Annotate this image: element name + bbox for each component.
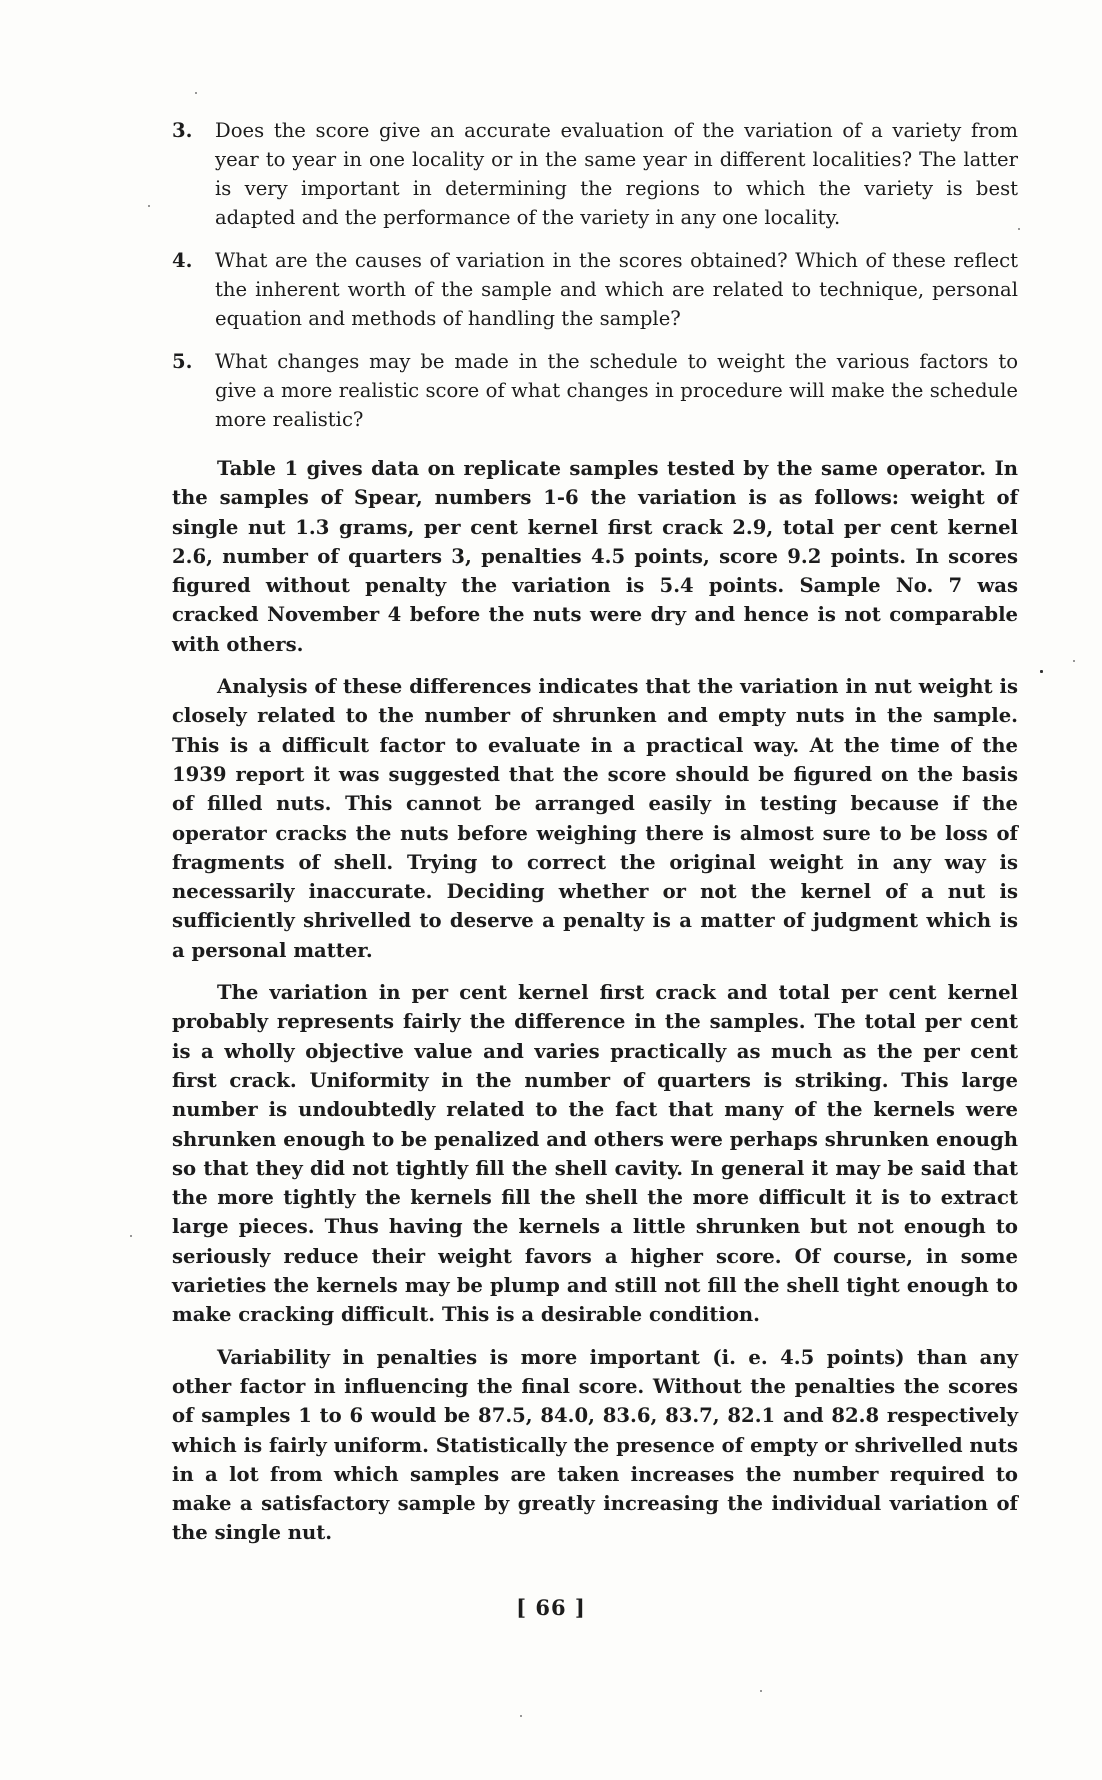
question-text: What are the causes of variation in the scores obtained? Which of these reflect the inherent worth of the sample and which are related to technique, personal equation and methods of handling the sample? [215, 249, 1018, 330]
question-number: 4. [172, 249, 193, 272]
scan-speck [1040, 670, 1043, 673]
question-number: 5. [172, 350, 193, 373]
page-content [172, 116, 1018, 1561]
paragraph-analysis-of-differences: Analysis of these differences indicates that the variation in nut weight is closely related to the number of shrunken and empty nuts in the sample. This is a difficult factor to evaluate in a practical way. At the time of the 1939 report it was suggested that the score should be figured on the basis of filled nuts. This cannot be arranged easily in testing because if the operator cracks the nuts before weighing there is almost sure to be loss of fragments of shell. Trying to correct the original weight in any way is necessarily inaccurate. Deciding whether or not the kernel of a nut is sufficiently shrivelled to deserve a penalty is a matter of judgment which is a personal matter. [172, 675, 1018, 962]
scan-speck [130, 1235, 132, 1237]
scan-speck [520, 1715, 522, 1717]
scan-speck [1073, 660, 1075, 662]
question-text: What changes may be made in the schedule to weight the various factors to give a more realistic score of what changes in procedure will make the schedule more realistic? [215, 350, 1018, 431]
question-item [172, 246, 1018, 333]
page-number: [ 66 ] [516, 1595, 586, 1620]
scan-speck [195, 92, 197, 94]
question-number: 3. [172, 119, 193, 142]
question-text: Does the score give an accurate evaluation of the variation of a variety from year to year in one locality or in the same year in different localities? The latter is very important in determining the regions to which the variety is best adapted and the performance of the variety in any one locality. [215, 119, 1018, 229]
paragraph-kernel-variation: The variation in per cent kernel first crack and total per cent kernel probably represents fairly the difference in the samples. The total per cent is a wholly objective value and varies practically as much as the per cent first crack. Uniformity in the number of quarters is striking. This large number is undoubtedly related to the fact that many of the kernels were shrunken enough to be penalized and others were perhaps shrunken enough so that they did not tightly fill the shell cavity. In general it may be said that the more tightly the kernels fill the shell the more difficult it is to extract large pieces. Thus having the kernels a little shrunken but not enough to seriously reduce their weight favors a higher score. Of course, in some varieties the kernels may be plump and still not fill the shell tight enough to make cracking difficult. This is a desirable condition. [172, 981, 1018, 1327]
question-item [172, 116, 1018, 232]
paragraph-penalty-variability: Variability in penalties is more important (i. e. 4.5 points) than any other factor in influencing the final score. Without the penalties the scores of samples 1 to 6 would be 87.5, 84.0, 83.6, 83.7, 82.1 and 82.8 respectively which is fairly uniform. Statistically the presence of empty or shrivelled nuts in a lot from which samples are taken increases the number required to make a satisfactory sample by greatly increasing the individual variation of the single nut. [172, 1345, 1018, 1545]
scan-speck [1018, 228, 1020, 230]
question-item [172, 347, 1018, 434]
paragraph-table-1-replicates: Table 1 gives data on replicate samples tested by the same operator. In the samples of Spear, numbers 1-6 the variation is as follows: weight of single nut 1.3 grams, per cent kernel first crack 2.9, total per cent kernel 2.6, number of quarters 3, penalties 4.5 points, score 9.2 points. In scores figured without penalty the variation is 5.4 points. Sample No. 7 was cracked November 4 before the nuts were dry and hence is not comparable with others. [172, 457, 1018, 656]
scan-speck [148, 205, 150, 207]
question-list [172, 116, 1018, 434]
scan-speck [760, 1690, 762, 1692]
